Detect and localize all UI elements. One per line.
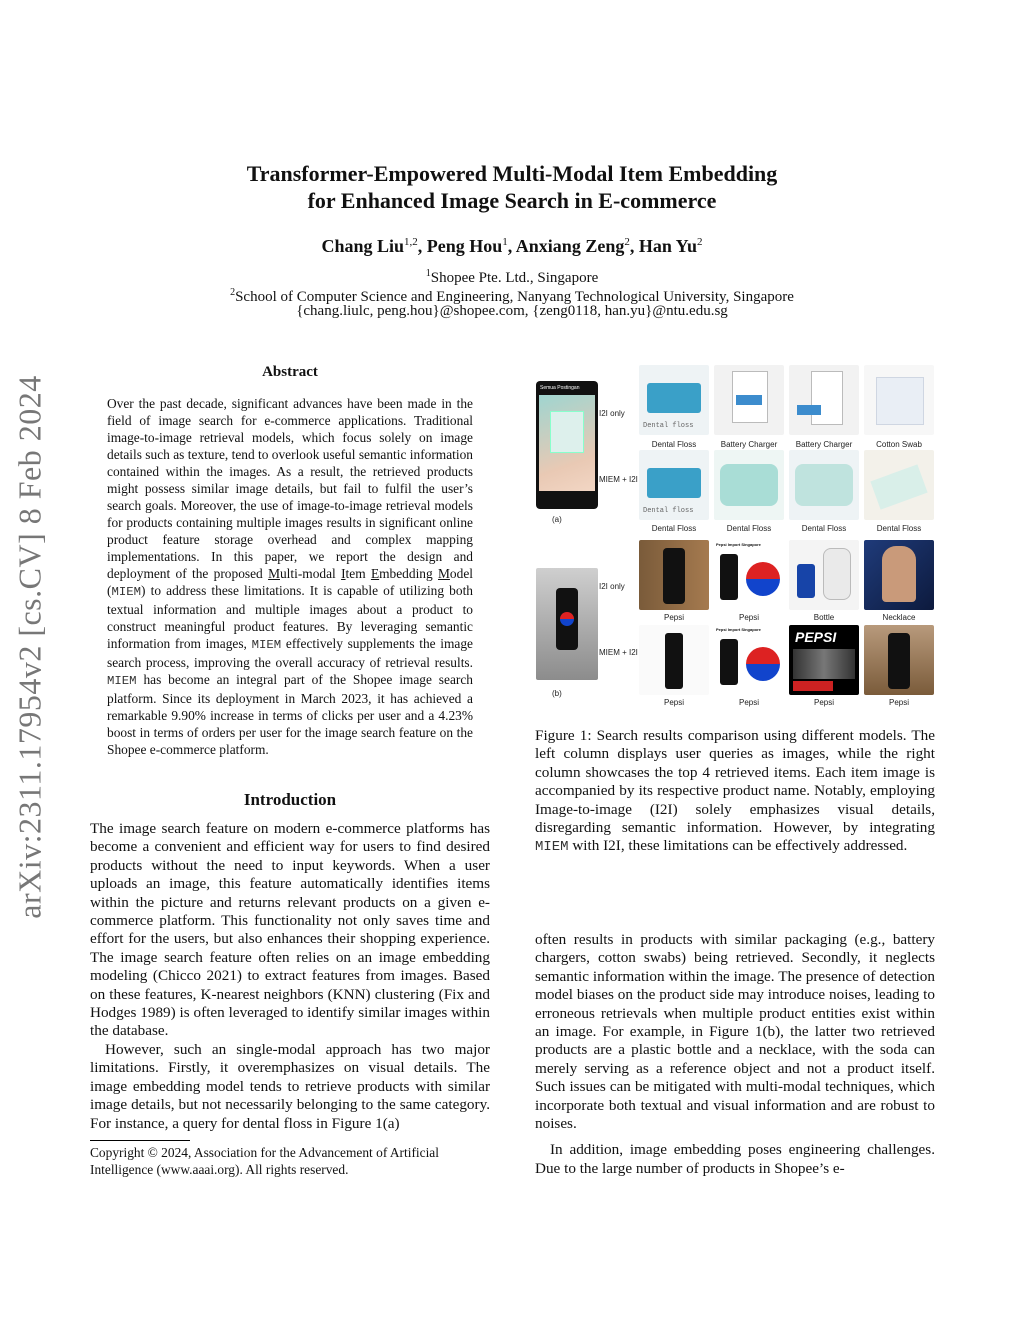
result-cotton-swab	[864, 365, 934, 435]
result-bottle	[789, 540, 859, 610]
product-label: Dental Floss	[726, 524, 772, 533]
product-label: Battery Charger	[720, 440, 778, 449]
result-dental-floss	[714, 450, 784, 520]
intro-paragraph: However, such an single-modal approach has two major limitations. Firstly, it overemphasizes on visual details. The image embedding model tends to retrieve products with similar image details, but not necessarily belonging to the same category. For instance, a query for dental floss in Figure 1(a)	[90, 1040, 490, 1132]
intro-body	[90, 820, 490, 1133]
title-line-1: Transformer-Empowered Multi-Modal Item Embedding	[246, 161, 778, 186]
copyright-footnote: Copyright © 2024, Association for the Advancement of Artificial Intelligence (www.aaai.org). All rights reserved.	[90, 1145, 439, 1177]
abstract-body: Over the past decade, significant advances have been made in the field of image search for e-commerce applications. Traditional image-to-image retrieval models, which focus solely on image details such as texture, tend to overlook useful semantic information contained within the images. As a result, the retrieved products might possess similar image details, but fail to fulfil the user’s search goals. Moreover, the use of image-to-image retrieval models for products containing multiple images results in significant online product feature storage overhead and complex mapping implementations. In this paper, we report the design and deployment of the proposed Multi-modal Item Embedding Model (MIEM) to address these limitations. It is capable of utilizing both textual information and multiple images about a product to construct meaningful product features. By leveraging semantic information from images, MIEM effectively supplements the image search process, improving the overall accuracy of retrieval results. MIEM has become an integral part of the Shopee image search platform. Since its deployment in March 2023, it has achieved a remarkable 9.90% increase in terms of clicks per user and a 4.23% boost in terms of orders per user for the image search feature on the Shopee e-commerce platform.	[107, 396, 473, 757]
row-label-miem: MIEM + I2I	[599, 648, 638, 657]
author: Peng Hou$^1$,	[426, 236, 516, 256]
result-dental-floss: Dental floss	[639, 450, 709, 520]
paper-title	[0, 160, 1024, 214]
result-pepsi	[639, 625, 709, 695]
author-list	[0, 236, 1024, 257]
product-label: Battery Charger	[795, 440, 853, 449]
row-label-i2i: I2I only	[599, 409, 625, 418]
arxiv-id: arXiv:2311.17954v2 [cs.CV] 8 Feb 2024	[11, 375, 48, 919]
result-pepsi: Pepsi Import Singapore	[714, 540, 784, 610]
body-paragraph: In addition, image embedding poses engineering challenges. Due to the large number of products in Shopee’s e-	[535, 1141, 935, 1177]
result-dental-floss: Dental floss	[639, 365, 709, 435]
panel-label-b: (b)	[552, 689, 562, 698]
panel-label-a: (a)	[552, 515, 562, 524]
floss-package	[550, 411, 584, 453]
product-label: Pepsi	[813, 698, 834, 707]
author: Chang Liu$^{1,2}$,	[321, 236, 427, 256]
phone-header: Semua Postingan	[540, 385, 580, 391]
abstract-heading: Abstract	[262, 364, 318, 380]
product-label: Pepsi	[888, 698, 909, 707]
result-battery-charger	[714, 365, 784, 435]
product-label: Dental Floss	[651, 440, 697, 449]
arxiv-side-stamp	[0, 362, 60, 932]
figure-caption: Figure 1: Search results comparison using different models. The left column displays user queries as images, while the right column showcases the top 4 retrieved items. Each item image is accompanied by its respective product name. Notably, employing Image-to-image (I2I) solely emphasizes visual details, disregarding semantic information. However, by integrating MIEM with I2I, these limitations can be effectively addressed.	[535, 727, 935, 856]
product-label: Bottle	[813, 613, 835, 622]
author: Han Yu$^2$	[638, 236, 703, 256]
product-label: Pepsi	[738, 698, 759, 707]
query-image-dental-floss	[536, 381, 598, 509]
result-pepsi-poster: PEPSI	[789, 625, 859, 695]
intro-paragraph: The image search feature on modern e-commerce platforms has become a convenient and efficient way for users to find desired products without the need to input keywords. When a user uploads an image, this feature automatically identifies items within the picture and returns relevant products on a given e-commerce platform. This functionality not only saves time and effort for the users, but also enhances their shopping experience. The image search feature often relies on an image embedding modeling (Chicco 2021) to extract features from images. Based on these features, K-nearest neighbors (KNN) clustering (Fix and Hodges 1989) is often leveraged to identify similar images within the database.	[90, 820, 490, 1040]
affiliation-1: $^1$Shopee Pte. Ltd., Singapore	[425, 268, 599, 286]
body-paragraph: often results in products with similar packaging (e.g., battery chargers, cotton swabs) being retrieved. Secondly, it neglects semantic information within the image. The presence of detection model biases on the product side may introduce noises, leading to erroneous retrievals when multiple product entities exist within an image. For example, in Figure 1(b), the latter two retrieved products are a plastic bottle and a necklace, with the soda can merely serving as a reference object and not a product itself. Such issues can be mitigated with multi-modal techniques, which incorporate both textual and visual information and are robust to noises.	[535, 931, 935, 1133]
result-necklace	[864, 540, 934, 610]
product-label: Pepsi	[663, 613, 684, 622]
product-label: Necklace	[882, 613, 916, 622]
product-label: Dental Floss	[801, 524, 847, 533]
author: Anxiang Zeng$^2$,	[515, 236, 639, 256]
affiliation-2: $^2$School of Computer Science and Engineering, Nanyang Technological University, Singapore	[230, 287, 794, 305]
title-line-2: for Enhanced Image Search in E-commerce	[307, 188, 717, 213]
result-dental-floss	[789, 450, 859, 520]
footnote-rule	[90, 1140, 190, 1141]
right-column-body	[535, 931, 935, 1178]
product-label: Pepsi	[663, 698, 684, 707]
product-label: Dental Floss	[876, 524, 922, 533]
result-pepsi	[639, 540, 709, 610]
intro-heading: Introduction	[243, 790, 337, 809]
query-image-pepsi	[536, 568, 598, 680]
author-emails: {chang.liulc, peng.hou}@shopee.com, {zeng0118, han.yu}@ntu.edu.sg	[296, 303, 728, 319]
result-battery-charger	[789, 365, 859, 435]
result-dental-floss	[864, 450, 934, 520]
result-pepsi	[864, 625, 934, 695]
product-label: Pepsi	[738, 613, 759, 622]
row-label-i2i: I2I only	[599, 582, 625, 591]
row-label-miem: MIEM + I2I	[599, 475, 638, 484]
figure-1	[533, 363, 937, 708]
product-label: Dental Floss	[651, 524, 697, 533]
product-label: Cotton Swab	[876, 440, 922, 449]
result-pepsi: Pepsi Import Singapore	[714, 625, 784, 695]
